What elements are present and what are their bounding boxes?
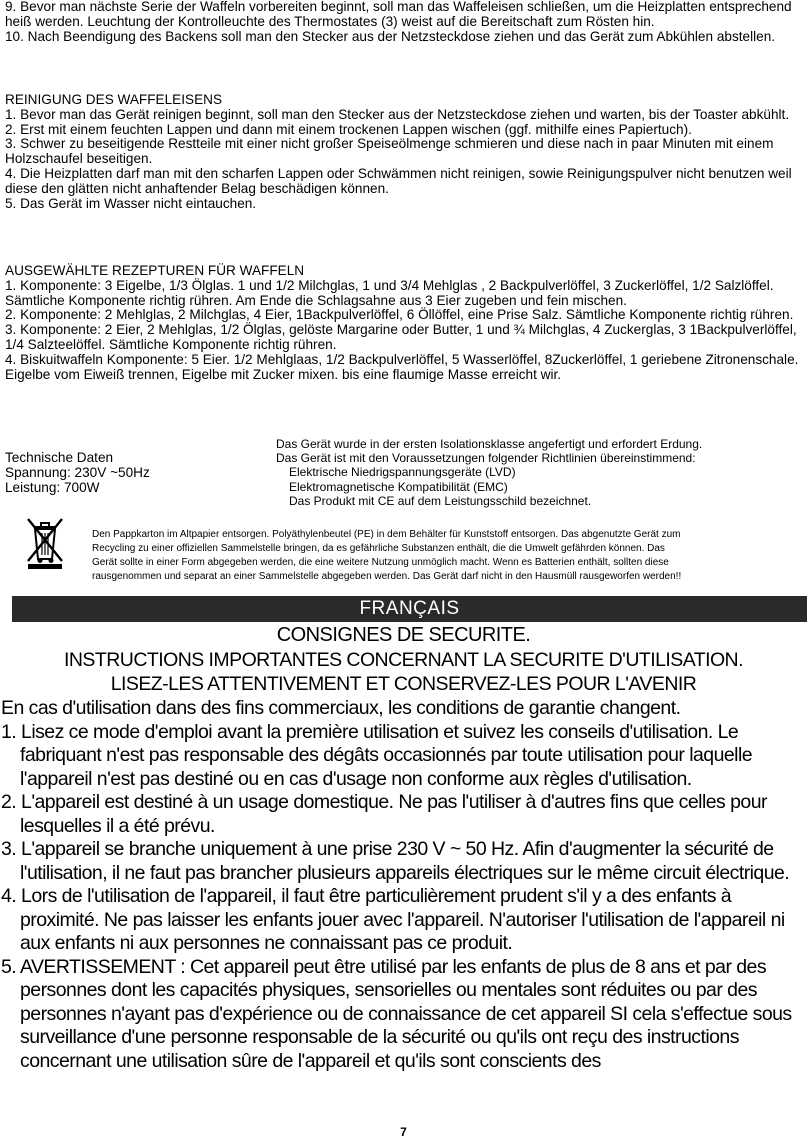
recipe-item: 2. Komponente: 2 Mehlglas, 2 Milchglas, 4 Eier, 1Backpulverlöffel, 6 Öllöffel, eine Prise Salz. Sämtliche Komponente richtig rühren. — [5, 307, 794, 323]
cleaning-item: 1. Bevor man das Gerät reinigen beginnt, soll man den Stecker aus der Netzsteckdose ziehen und warten, bis der Toaster abkühlt. — [5, 106, 790, 122]
tech-power: Leistung: 700W — [5, 479, 100, 495]
language-section-header: FRANÇAIS — [12, 596, 807, 622]
cert-line: Das Gerät ist mit den Voraussetzungen folgender Richtlinien übereinstimmend: — [276, 451, 696, 466]
safety-item: 4. Lors de l'utilisation de l'appareil, il faut être particulièrement prudent s'il y a des enfants à proximité. Ne pas laisser les enfants jouer avec l'appareil. N'autoriser l'utilisation de l'appareil ni aux enfants ni aux personnes ne connaissant pas ce produit. — [1, 885, 785, 954]
disposal-line: Gerät sollte in einer Form abgegeben werden, die eine weitere Nutzung unmöglich macht. Wenn es Batterien enthält, sollten diese — [92, 557, 669, 568]
french-safety-instructions — [1, 697, 807, 1073]
instruction-item: 9. Bevor man nächste Serie der Waffeln vorbereiten beginnt, soll man das Waffeleisen schließen, um die Heizplatten entsprechend heiß werden. Leuchtung der Kontrolleuchte des Thermostates (3) weist auf die Bereitschaft zum Rösten hin. — [5, 0, 792, 29]
disposal-line: Den Pappkarton im Altpapier entsorgen. Polyäthylenbeutel (PE) in dem Behälter für Kunststoff entsorgen. Das abgenutzte Gerät zum — [92, 529, 681, 540]
cleaning-section — [5, 93, 800, 211]
german-continued-instructions — [5, 0, 800, 44]
cert-line: Das Gerät wurde in der ersten Isolationsklasse angefertigt und erfordert Erdung. — [276, 437, 703, 451]
safety-item: 3. L'appareil se branche uniquement à une prise 230 V ~ 50 Hz. Afin d'augmenter la sécurité de l'utilisation, il ne faut pas brancher plusieurs appareils électriques sur le même circuit électrique. — [1, 838, 790, 884]
cleaning-item: 4. Die Heizplatten darf man mit den scharfen Lappen oder Schwämmen nicht reinigen, sowie Reinigungspulver nicht benutzen weil diese den glätten nicht anhaftender Belag beschädigen können. — [5, 165, 792, 196]
cleaning-item: 2. Erst mit einem feuchten Lappen und dann mit einem trockenen Lappen wischen (ggf. mithilfe eines Papiertuch). — [5, 121, 692, 137]
safety-item: 1. Lisez ce mode d'emploi avant la première utilisation et suivez les conseils d'utilisation. Le fabriquant n'est pas responsable des dégâts occasionnés par toute utilisation pour laquelle l'appareil n'est pas destiné ou en cas d'usage non conforme aux règles d'utilisation. — [1, 720, 753, 790]
tech-voltage: Spannung: 230V ~50Hz — [5, 464, 150, 480]
safety-item: 2. L'appareil est destiné à un usage domestique. Ne pas l'utiliser à d'autres fins que celles pour lesquelles il a été prévu. — [1, 791, 767, 837]
section-heading: REINIGUNG DES WAFFELEISENS — [5, 92, 223, 107]
french-subtitle: LISEZ-LES ATTENTIVEMENT ET CONSERVEZ-LES POUR L'AVENIR — [110, 673, 697, 695]
instruction-item: 10. Nach Beendigung des Backens soll man den Stecker aus der Netzsteckdose ziehen und das Gerät zum Abkühlen abstellen. — [5, 28, 776, 44]
disposal-notice — [92, 528, 792, 584]
cleaning-item: 5. Das Gerät im Wasser nicht eintauchen. — [5, 195, 257, 211]
page-number: 7 — [400, 1125, 407, 1139]
certification-section — [276, 437, 801, 508]
french-intro: En cas d'utilisation dans des fins commerciaux, les conditions de garantie changent. — [1, 697, 681, 719]
cert-ce: Das Produkt mit CE auf dem Leistungsschild bezeichnet. — [289, 493, 592, 508]
french-subtitle: INSTRUCTIONS IMPORTANTES CONCERNANT LA SECURITE D'UTILISATION. — [64, 649, 743, 671]
recipes-section — [5, 264, 800, 382]
recipe-item: 4. Biskuitwaffeln Komponente: 5 Eier. 1/2 Mehlglaas, 1/2 Backpulverlöffel, 5 Wasserlöffel, 8Zuckerlöffel, 1 geriebene Zitronenschale. Eigelbe vom Eiweiß trennen, Eigelbe mit Zucker mixen. bis eine flaumige Masse erreicht wir. — [5, 351, 799, 382]
disposal-line: Recycling zu einer offiziellen Sammelstelle bringen, da es gefährliche Substanzen enthält, die die Umwelt gefährden können. Das — [92, 543, 665, 554]
recipe-item: 3. Komponente: 2 Eier, 2 Mehlglas, 1/2 Ölglas, gelöste Margarine oder Butter, 1 und ¾ Milchglas, 4 Zuckerglas, 3 1Backpulverlöffel, 1/4 Salzteelöffel. Sämtliche Komponente richtig rühren. — [5, 322, 797, 352]
safety-item: 5. AVERTISSEMENT : Cet appareil peut être utilisé par les enfants de plus de 8 ans et par des personnes dont les capacités physiques, sensorielles ou mentales sont réduites ou par des personnes n'ayant pas d'expérience ou de connaissance de cet appareil SI cela s'effectue sous surveillance d'une personne responsable de la sécurité ou qu'ils ont reçu des instructions concernant une utilisation sûre de l'appareil et qu'ils sont conscients des — [1, 955, 792, 1072]
tech-heading: Technische Daten — [5, 450, 114, 465]
disposal-line: rausgenommen und separat an einer Sammelstelle abgegeben werden. Das Gerät darf nicht in den Hausmüll rausgeworfen werden!! — [92, 571, 682, 582]
technical-data — [5, 451, 265, 495]
cleaning-item: 3. Schwer zu beseitigende Restteile mit einer nicht großer Speiseölmenge schmieren und diese nach in paar Minuten mit einem Holzschaufel beseitigen. — [5, 136, 774, 167]
cert-directive: Elektromagnetische Kompatibilität (EMC) — [289, 479, 508, 494]
cert-directive: Elektrische Niedrigspannungsgeräte (LVD) — [289, 465, 516, 480]
french-title: CONSIGNES DE SECURITE. — [276, 624, 531, 646]
section-heading: AUSGEWÄHLTE REZEPTUREN FÜR WAFFELN — [5, 263, 305, 278]
recipe-item: 1. Komponente: 3 Eigelbe, 1/3 Ölglas. 1 und 1/2 Milchglas, 1 und 3/4 Mehlglas , 2 Backpulverlöffel, 3 Zuckerlöffel, 1/2 Salzlöffel. Sämtliche Komponente richtig rühren. Am Ende die Schlagsahne aus 3 Eier zugeben und fein mischen. — [5, 277, 774, 308]
crossed-out-bin-icon — [20, 515, 70, 570]
